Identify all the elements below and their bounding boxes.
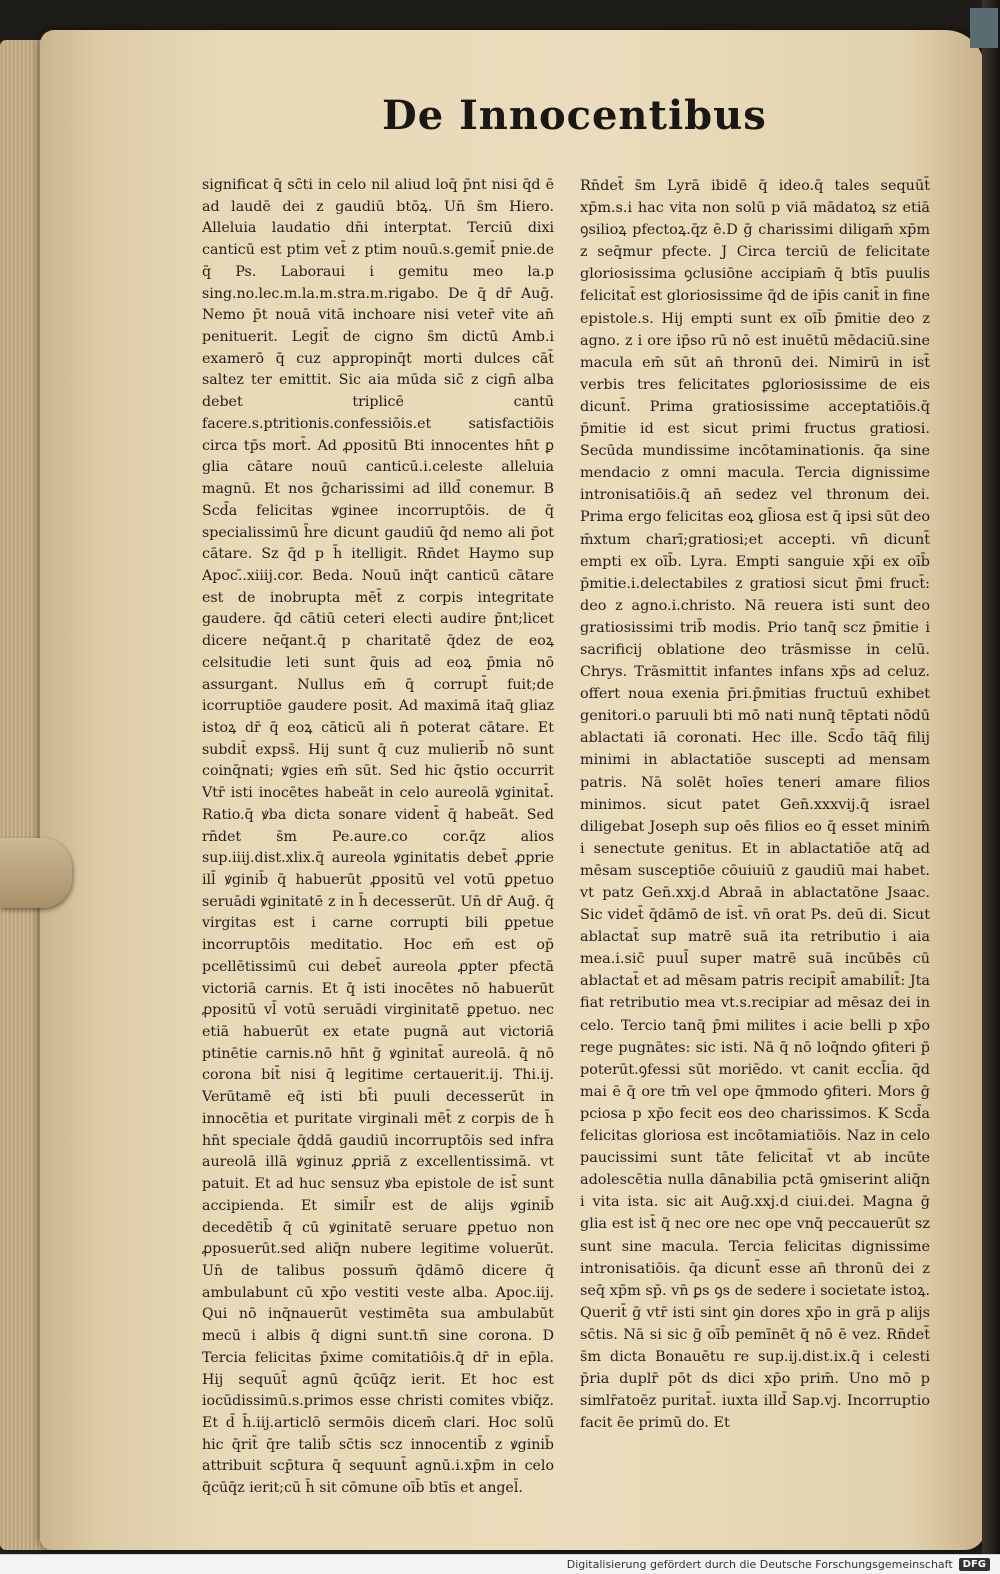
attribution-text: Digitalisierung gefördert durch die Deutsche Forschungsgemeinschaft — [566, 1558, 953, 1571]
page-heading: De Innocentibus — [382, 92, 767, 139]
page-clip-tab — [0, 838, 72, 908]
corner-marker — [970, 8, 998, 48]
right-column-text: Rn̄det̄ s̄m Lyrā ibidē q̄ ideo.q̄ tales sequūt̄ xp̄m.s.i hac vita non solū p viā mādatoꝝ sz etiā ꝯsilioꝝ pfectoꝝ.q̄z ē.D ḡ charissimi diligam̄ xp̄m z seq̄mur pfecte. J Circa terciū de felicitate gloriosissima ꝯclusiōne accipiam̄ q̄ btīs puulis felicitat̄ est gloriosissime q̄d de ip̄is canit̄ in fine epistole.s. Hij empti sunt ex oīb̄ p̄mitie deo z agno. z i ore ip̄so rū nō est inuētū mēdaciū.sine macula em̄ sūt an̄ thronū dei. Nimirū in ist̄ verbis tres felicitates ꝑgloriosissime de eis dicunt̄. Prima gratiosissime acceptatiōis.q̄ p̄mitie id est sicut primi fructus gratiosi. Secūda mundissime incōtaminationis. q̄a sine mendacio z omni macula. Tercia dignissime intronisatiōis.q̄ an̄ sedez vel thronum dei. Prima ergo felicitas eoꝝ gl̄iosa est q̄ ipsi sūt deo m̄xtum charī;gratiosi;et accepti. vn̄ dicunt̄ empti ex oīb̄. Lyra. Empti sanguie xp̄i ex oīb̄ p̄mitie.i.delectabiles z gratiosi sicut p̄mi fruct̄: deo z agno.i.christo. Nā reuera isti sunt deo gratiosissimi trib̄ modis. Prio tanq̄ scz p̄mitie i sacrificij oblatione deo trāsmisse in celū. Chrys. Trāsmittit infantes infans xp̄s ad celuz. offert noua exenia p̄ri.p̄mitias fructuū exhibet genitori.o paruuli bti mō nati nunq̄ tēptati nōdū ablactati iā coronati. Hec ille. Scd̄o tāq̄ filij minimi in ablactatiōe suscepti ad mensam patris. Nā solēt hoīes teneri̇ amare filios minimos. sicut patet Gen̄.xxxvij.q̄ israel diligebat Joseph sup oēs filios eo q̄ esset minim̄ i senectute genitus. Et in ablactatiōe atq̄ ad mēsam susceptiōe cōuiuiū z gaudiū mai̇ habet. vt patz Gen̄.xxj.d Abraā in ablactatōne Jsaac. Sic videt̄ q̄dāmō de ist̄. vn̄ orat Ps. deū di. Sicut ablactat̄ sup matrē suā ita retributio i aia mea.i.sic̄ puul̄ super matrē suā incūbēs cū ablactat̄ et ad mēsam patris recipit̄ amabilit̄: Jta fiat retributio mea vt.s.recipiar ad mēsaz dei in celo. Tercio tanq̄ p̄mi milites i acie belli p xp̄o rege pugnātes: sic isti. Nā q̄ nō loq̄ndo ꝯfiteri p̄ poterūt.ꝯfessi sūt moriēdo. vt canit eccl̄ia. q̄d mai̇ ē q̄ ore tm̄ vel ope q̄mmodo ꝯfiteri. Mors ḡ pciosa p xp̄o fecit eos deo charissimos. K Scd̄a felicitas gloriosa est incōtamiatiōis. Naz in celo paucissimi sunt tāte felicitat̄ vt ab incūte adolescētia nulla dānabilia pctā ꝯmiserint aliq̄n i vita ista. sic ait Auḡ.xxj.d ciui.dei. Magna ḡ glia est ist̄ q̄ nec ore nec ope vnq̄ peccauerūt sz sunt sine macula. Tercia felicitas dignissime intronisatiōis. q̄a dicunt̄ esse an̄ thronū dei z seq̄ xp̄m sp̄. vn̄ ꝑs ꝯs de sedere i societate istoꝝ. Querit̄ ḡ vtr̄ isti sint ꝯin dores xp̄o in grā p alijs sc̄tis. Nā si sic ḡ oīb̄ pemīnēt q̄ nō ē vez. Rn̄det̄ s̄m dicta Bonauētu re sup.ij.dist.ix.q̄ i celesti p̄ria duplr̄ pōt ds dici xp̄o prim̄. Uno mō p simlr̄atoēz puritat̄. iuxta illd̄ Sap.vj. Incorruptio facit ēe primū do. Et — [580, 178, 930, 1432]
text-column-right — [580, 175, 930, 1434]
attribution-footer — [0, 1554, 1000, 1574]
background-edge — [982, 0, 1000, 1574]
text-column-left — [202, 175, 554, 1500]
left-column-text: significat q̄ sc̄ti in celo nil aliud loq̄ p̄nt nisi q̄d ē ad laudē dei z gaudiū btōꝝ. Un̄ s̄m Hiero. Alleluia laudatio dn̄i interptat. Terciū dixi canticū est ptim vet̄ z ptim nouū.s.gemit̄ pnie.de q̄ Ps. Laboraui i gemitu meo la.p sing.no.lec.m.la.m.stra.m.rigabo. De q̄ dr̄ Auḡ. Nemo p̄t nouā vitā inchoare nisi veter̄ vite an̄ penituerit. Legit̄ de cigno s̄m dictū Amb.i examerō q̄ cuz appropinq̄t morti dulces cāt̄ saltez ter emittit. Sic aia mūda sic̄ z cign̄ alba debet triplicē cantū facere.s.ptritionis.confessiōis.et satisfactiōis circa tp̄s mort̄. Ad ꝓpositū Bti innocentes hn̄t ꝑ glia cātare nouū canticū.i.celeste alleluia magnū. Et nos ḡcharissimi ad illd̄ conemur. B Scd̄a felicitas ꝟginee incorruptōis. de q̄ specialissimū h̄re dicunt gaudiū q̄d nemo ali̇ p̄ot cātare. Sz q̄d p h̄ itelligit. Rn̄det Haymo sup Apoc.̄.xiiij.cor. Beda. Nouū inq̄t canticū cātare est de inobrupta mēt̄ z corpis integritate gaudere. q̄d cātiū ceteri electi audire p̄nt;licet dicere neq̄ant.q̄ p charitatē q̄dez de eoꝝ celsitudie leti sunt q̄uis ad eoꝝ p̄mia nō assurgant. Nullus em̄ q̄ corrupt̄ fuit;de icorruptiōe gaudere posit. Ad maximā itaq̄ gliaz istoꝝ dr̄ q̄ eoꝝ cāticū ali̇ n̄ poterat cātare. Et subdit̄ expss̄. Hij sunt q̄ cuz mulierib̄ nō sunt coinq̄nati; ꝟgies em̄ sūt. Sed hic q̄stio occurrit Vtr̄ isti inocētes habeāt in celo aureolā ꝟginitat̄. Ratio.q̄ ꝟba dicta sonare vident̄ q̄ habeāt. Sed rn̄det s̄m Pe.aure.co cor.q̄z alios sup.iiij.dist.xlix.q̄ aureola ꝟginitatis debet̄ ꝓprie ill̄ ꝟginib̄ q̄ habuerūt ꝓpositū vel votū ꝑpetuo seruādi ꝟginitatē z in h̄ decesserūt. Un̄ dr̄ Auḡ. q̄ virgitas est i carne corrupti bili ꝑpetue incorruptōis meditatio. Hoc em̄ est op̄ pcellētissimū cui debet̄ aureola ꝓpter pfectā victoriā carnis. Et q̄ isti inocētes nō habuerūt ꝓpositū vl̄ votū seruādi virginitatē ꝑpetuo. nec etiā habuerūt ex etate pugnā aut victoriā ptinētie carnis.nō hn̄t ḡ ꝟginitat̄ aureolā. q̄ nō corona bit̄ nisi q̄ legitime certauerit.ij. Thi.ij. Verūtamē eq̄ isti bt̄i puuli decesserūt in innocētia et puritate virginali mēt̄ z corpis de h̄ hn̄t speciale q̄ddā gaudiū incorruptōis sed infra aureolā illā ꝟginuz ꝓpriā z excellentissimā. vt patuit. Et ad huc sensuz ꝟba epistole de ist̄ sunt accipienda. Et simil̄r est de alijs ꝟginib̄ decedētib̄ q̄ cū ꝟginitatē seruare ꝑpetuo non ꝓposuerūt.sed aliq̄n nubere legitime voluerūt. Un̄ de talibus possum̄ q̄dāmō dicere q̄ ambulabunt cū xp̄o vestiti veste alba. Apoc.iij. Qui nō inq̄nauerūt vestimēta sua ambulabūt mecū i albis q̄ digni sunt.tn̄ sine corona. D Tercia felicitas p̄xime comitatiōis.q̄ dr̄ in ep̄la. Hij sequūt̄ agnū q̄cūq̄z ierit. Et hoc est iocūdissimū.s.primos esse christi comites vbiq̄z. Et d̄ h̄.iij.articlō sermōis dicem̄ clari̇. Hoc solū hic q̄rit̄ q̄re talib̄ sc̄tis scz innocentib̄ z ꝟginib̄ attribuit scp̄tura q̄ sequunt̄ agnū.i.xp̄m in celo q̄cūq̄z ierit;cū h̄ sit cōmune oīb̄ btīs et angel̄. — [202, 177, 554, 1497]
dfg-logo: DFG — [959, 1558, 990, 1571]
